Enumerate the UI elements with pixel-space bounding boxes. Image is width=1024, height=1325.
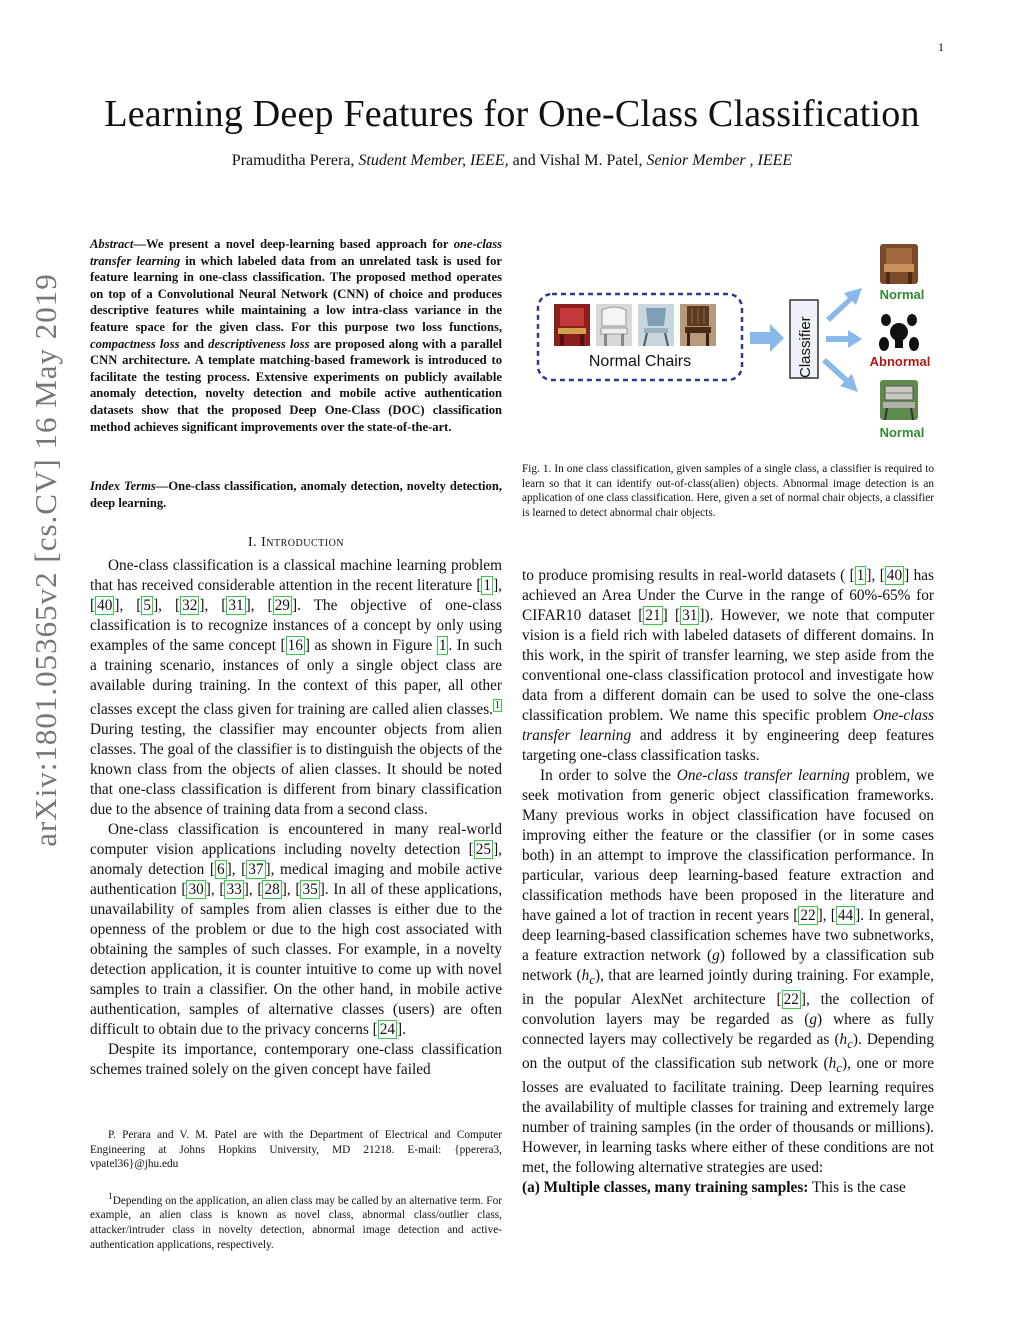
index-terms (90, 478, 502, 511)
citation-link[interactable]: 31 (682, 607, 698, 624)
author-2-role: Senior Member , IEEE (646, 152, 793, 169)
paragraph: (a) Multiple classes, many training samples: This is the case (522, 1179, 906, 1197)
paragraph: One-class classification is a classical machine learning problem that has received considerable attention in the recent literature [ 1 ], [ 40 ], [ 5 ], [ 32 ], [ 31 ], [ 29 ]. The objective of one-class classification is to recognize instances of a concept by only using examples of the same concept [ 16 ] as shown in Figure 1 . In such a training scenario, instances of only a single object class are available during training. In the context of this paper, all other classes except the class given for training are called alien classes. $^1$ During testing, the classifier may encounter objects from alien classes. The goal of the classifier is to distinguish the objects of the known class from the objects of alien classes. It should be noted that one-class classification is different from binary classification due to the absence of training data from a second class. (90, 557, 503, 819)
figure-link[interactable]: 1 (438, 637, 447, 654)
normal-chair-image-1 (880, 244, 918, 284)
author-1-role: Student Member, IEEE, (358, 152, 509, 169)
citation-link[interactable]: 22 (800, 907, 816, 924)
paragraph: One-class classification is encountered in many real-world computer vision applications including novelty detection [ 25 ], anomaly detection [ 6 ], [ 37 ], medical imaging and mobile active authentication [ 30 ], [ 33 ], [ 28 ], [ 35 ]. In all of these applications, unavailability of samples from alien classes is either due to the openness of the problem or due to the high cost associated with obtaining the samples of such classes. For example, in a novelty detection application, it is counter intuitive to come up with novel samples to train a classifier. On the other hand, in mobile active authentication, samples of alternative classes (users) are often difficult to obtain due to the privacy concerns [ 24 ]. (90, 821, 503, 1039)
abstract-text: —We present a novel deep-learning based approach for (133, 237, 454, 251)
normal-chairs-label: Normal Chairs (588, 353, 692, 370)
section-heading (90, 535, 502, 551)
abnormal-label: Abnormal (869, 354, 931, 369)
citation-link[interactable]: 32 (182, 597, 198, 614)
affiliation-footnote: P. Perara and V. M. Patel are with the Department of Electrical and Computer Engineering at Johns Hopkins University, MD 21218. E-mail: {pperera3, vpatel36}@jhu.edu (90, 1129, 502, 1171)
figure-1 (522, 238, 942, 448)
abstract-emph: descriptiveness loss (208, 336, 310, 351)
citation-link[interactable]: 35 (302, 881, 318, 899)
paragraph: to produce promising results in real-world datasets ( [ 1 ], [ 40 ] has achieved an Area Under the Curve in the range of 60%-65% for CIFAR10 dataset [ 21 ] [ 31 ]). However, we note that computer vision is a field rich with labeled datasets of different domains. In this work, in the spirit of transfer learning, we step aside from the conventional one-class classification protocol and investigate how data from a different domain can be used to solve the one-class classification problem. We name this specific problem One-class transfer learning and address it by engineering deep features targeting one-class classification tasks. (522, 567, 935, 764)
citation-link[interactable]: 44 (837, 907, 854, 924)
citation-link[interactable]: 22 (783, 991, 799, 1009)
abnormal-object-image (879, 314, 919, 351)
paragraph: In order to solve the One-class transfer learning problem, we seek motivation from generic object classification frameworks. Many previous works in object classification have focused on improving either the feature or the classifier (or in some cases both) in an attempt to improve the classification performance. In particular, various deep learning-based feature extraction and classification methods have been proposed in the literature and have gained a lot of traction in recent years [ 22 ], [ 44 ]. In general, deep learning-based classification schemes have two subnetworks, a feature extraction network (g) followed by a classification sub network $(h_c)$, that are learned jointly during training. For example, in the popular AlexNet architecture [ 22 ], the collection of convolution layers may be regarded as (g) where as fully connected layers may collectively be regarded as $(h_c)$. Depending on the output of the classification sub network $(h_c)$, one or more losses are evaluated to facilitate training. Deep learning requires the availability of multiple classes for training and extremely large number of training samples (in the order of thousands or millions). However, in learning tasks where either of these conditions are not met, the following alternative strategies are used: (522, 767, 935, 1177)
classifier-label: Classifier (797, 316, 814, 378)
citation-link[interactable]: 5 (143, 597, 152, 614)
footnote: $^1$Depending on the application, an alien class may be called by an alternative term. For example, an alien class is known as novel class, abnormal class/outlier class, attacker/intruder class in novelty detection, abnormal image detection and active-authentication applications, respectively. (90, 1192, 502, 1251)
citation-link[interactable]: 31 (228, 597, 244, 614)
section-title: Introduction (261, 535, 345, 550)
intro-right-column (522, 566, 934, 1198)
arxiv-watermark (6, 180, 86, 940)
abstract-text: and (179, 336, 209, 351)
index-terms-text: —One-class classification, anomaly detection, novelty detection, deep learning. (90, 479, 503, 510)
math-hc: $h_c$ (581, 967, 595, 988)
abstract-text: in which labeled data from an unrelated task is used for feature learning in one-class classification. The proposed method operates on top of a Convolutional Neural Network (CNN) of choice and produces descriptive features while maintaining a low intra-class variance in the feature space for the given class. For this purpose two loss functions, (90, 253, 502, 334)
normal-label-2: Normal (879, 425, 925, 440)
intro-left-column (90, 556, 502, 1080)
normal-chair-image-2 (880, 380, 918, 420)
chair-image (680, 304, 716, 346)
abstract-label: Abstract (90, 237, 134, 251)
arxiv-id: arXiv:1801.05365v2 [cs.CV] 16 May 2019 (28, 273, 63, 847)
citation-link[interactable]: 28 (264, 881, 280, 899)
citation-link[interactable]: 24 (379, 1021, 396, 1039)
citation-link[interactable]: 6 (217, 861, 225, 879)
abstract-text: are proposed along with a parallel CNN architecture. A template matching-based framework is introduced to facilitate the testing process. Extensive experiments on publicly available anomaly detection, novelty detection and mobile active authentication datasets show that the proposed Deep One-Class (DOC) classification method achieves significant improvements over the state-of-the-art. (90, 336, 502, 434)
output-arrows (822, 288, 862, 392)
figure-caption: Fig. 1. In one class classification, given samples of a single class, a classifier is required to learn so that it can identify out-of-class(alien) objects. Abnormal image detection is an application of one class classification. Here, given a set of normal chair objects, a classifier is learned to detect abnormal chair objects. (522, 463, 934, 519)
index-terms-label: Index Terms (90, 479, 156, 493)
input-arrow (750, 324, 784, 352)
author-1: Pramuditha Perera, (231, 152, 355, 169)
citation-link[interactable]: 21 (645, 607, 661, 624)
page-number: 1 (938, 40, 944, 54)
abstract-emph: compactness loss (90, 336, 180, 351)
section-number: I. (247, 535, 262, 550)
chair-image (554, 304, 590, 346)
paragraph: Despite its importance, contemporary one-class classification schemes trained solely on the given concept have failed (90, 1041, 502, 1079)
citation-link[interactable]: 40 (97, 597, 113, 614)
chair-image (596, 304, 632, 346)
footnote-link[interactable]: 1 (495, 700, 500, 711)
citation-link[interactable]: 33 (226, 881, 242, 899)
citation-link[interactable]: 40 (886, 567, 903, 584)
citation-link[interactable]: 1 (856, 567, 865, 584)
author-2: and Vishal M. Patel, (512, 152, 643, 169)
citation-link[interactable]: 29 (274, 597, 290, 614)
citation-link[interactable]: 37 (248, 861, 264, 879)
footnote-mark: 1 (108, 1192, 113, 1202)
citation-link[interactable]: 16 (287, 637, 303, 654)
author-line (0, 152, 1024, 170)
normal-label-1: Normal (879, 287, 925, 302)
paper-title: Learning Deep Features for One-Class Classification (104, 93, 920, 135)
abstract-emph: one-class transfer learning (90, 237, 502, 268)
abstract (90, 236, 502, 435)
chair-image (638, 304, 674, 346)
citation-link[interactable]: 25 (475, 841, 492, 859)
citation-link[interactable]: 1 (483, 577, 492, 594)
citation-link[interactable]: 30 (188, 881, 204, 899)
